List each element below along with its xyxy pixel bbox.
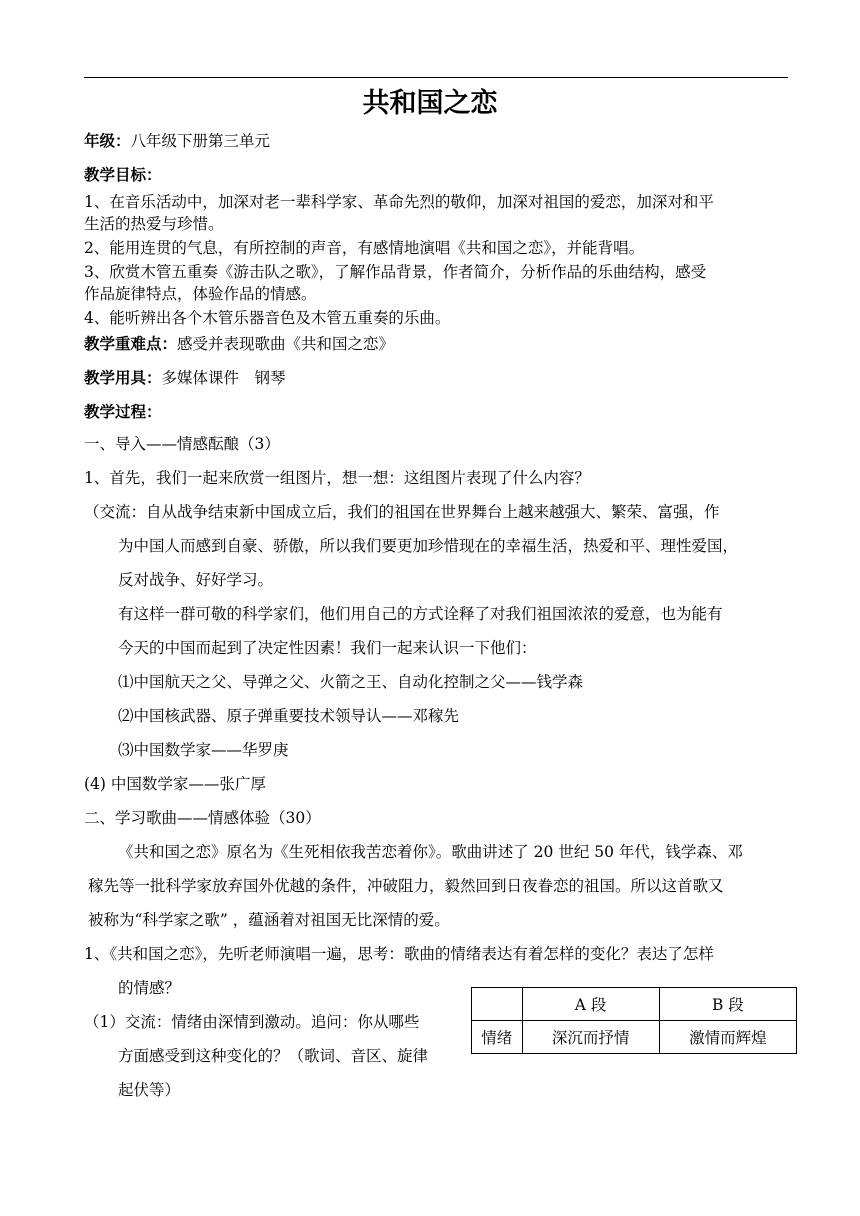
scientist-item-3: ⑶中国数学家——华罗庚 <box>118 741 289 759</box>
section-2-intro-line-2: 稼先等一批科学家放弃国外优越的条件，冲破阻力，毅然回到日夜眷恋的祖国。所以这首歌又 <box>88 877 724 895</box>
tools-value: 多媒体课件 钢琴 <box>161 369 286 387</box>
key-points-value: 感受并表现歌曲《共和国之恋》 <box>177 335 395 353</box>
section-1-discussion-line-2: 为中国人而感到自豪、骄傲，所以我们要更加珍惜现在的幸福生活，热爱和平、理性爱国， <box>118 537 739 555</box>
section-2-answer-line-3: 起伏等） <box>118 1081 181 1099</box>
goal-1-line-2: 生活的热爱与珍惜。 <box>84 215 224 233</box>
section-2-answer-line-1: （1）交流：情绪由深情到激动。追问：你从哪些 <box>84 1013 420 1031</box>
table-header-row <box>472 988 797 1021</box>
tools-label: 教学用具： <box>84 369 162 387</box>
section-1-discussion-line-1: （交流：自从战争结束新中国成立后，我们的祖国在世界舞台上越来越强大、繁荣、富强，作 <box>84 503 720 521</box>
scientist-item-4: (4) 中国数学家——张广厚 <box>84 775 266 793</box>
table-header-cell: B 段 <box>659 988 796 1021</box>
section-2-intro-line-3: 被称为“科学家之歌” ，蕴涵着对祖国无比深情的爱。 <box>88 911 450 929</box>
section-2-title: 二、学习歌曲——情感体验（30） <box>84 809 321 827</box>
goal-3-line-1: 3、欣赏木管五重奏《游击队之歌》，了解作品背景，作者简介，分析作品的乐曲结构，感受 <box>84 263 707 281</box>
grade-line <box>84 131 270 151</box>
emotion-table <box>471 987 797 1054</box>
table-cell: 激情而辉煌 <box>659 1021 796 1054</box>
goal-2: 2、能用连贯的气息，有所控制的声音，有感情地演唱《共和国之恋》，并能背唱。 <box>84 239 645 257</box>
section-2-intro-line-1: 《共和国之恋》原名为《生死相依我苦恋着你》。歌曲讲述了 20 世纪 50 年代，钱学森、邓 <box>118 843 743 861</box>
page-title: 共和国之恋 <box>362 88 498 119</box>
section-2-question-line-2: 的情感？ <box>118 979 181 997</box>
scientist-item-1: ⑴中国航天之父、导弹之父、火箭之王、自动化控制之父——钱学森 <box>118 673 584 691</box>
section-2-question-line-1: 1、《共和国之恋》，先听老师演唱一遍，思考：歌曲的情绪表达有着怎样的变化？表达了怎样 <box>84 945 714 963</box>
header-rule <box>84 77 788 78</box>
section-1-discussion-line-3: 反对战争、好好学习。 <box>118 571 274 589</box>
goal-4: 4、能听辨出各个木管乐器音色及木管五重奏的乐曲。 <box>84 309 451 327</box>
goals-heading: 教学目标： <box>84 166 162 184</box>
goal-1-line-1: 1、在音乐活动中，加深对老一辈科学家、革命先烈的敬仰，加深对祖国的爱恋，加深对和平 <box>84 193 714 211</box>
key-points-line <box>84 334 394 354</box>
section-1-title: 一、导入——情感酝酿（3） <box>84 435 280 453</box>
scientist-item-2: ⑵中国核武器、原子弹重要技术领导认——邓稼先 <box>118 707 460 725</box>
table-row <box>472 1021 797 1054</box>
table-header-cell: A 段 <box>522 988 659 1021</box>
grade-value: 八年级下册第三单元 <box>130 132 271 150</box>
section-1-scientists-line-2: 今天的中国而起到了决定性因素！我们一起来认识一下他们： <box>118 639 537 657</box>
process-heading: 教学过程： <box>84 403 162 421</box>
table-header-cell <box>472 988 523 1021</box>
section-1-scientists-line-1: 有这样一群可敬的科学家们，他们用自己的方式诠释了对我们祖国浓浓的爱意，也为能有 <box>118 605 723 623</box>
tools-line <box>84 368 286 388</box>
section-1-question: 1、首先，我们一起来欣赏一组图片，想一想：这组图片表现了什么内容？ <box>84 469 590 487</box>
grade-label: 年级： <box>84 132 131 150</box>
section-2-answer-line-2: 方面感受到这种变化的？（歌词、音区、旋律 <box>118 1047 429 1065</box>
table-cell: 情绪 <box>472 1021 523 1054</box>
goal-3-line-2: 作品旋律特点，体验作品的情感。 <box>84 285 317 303</box>
table-cell: 深沉而抒情 <box>522 1021 659 1054</box>
key-points-label: 教学重难点： <box>84 335 178 353</box>
